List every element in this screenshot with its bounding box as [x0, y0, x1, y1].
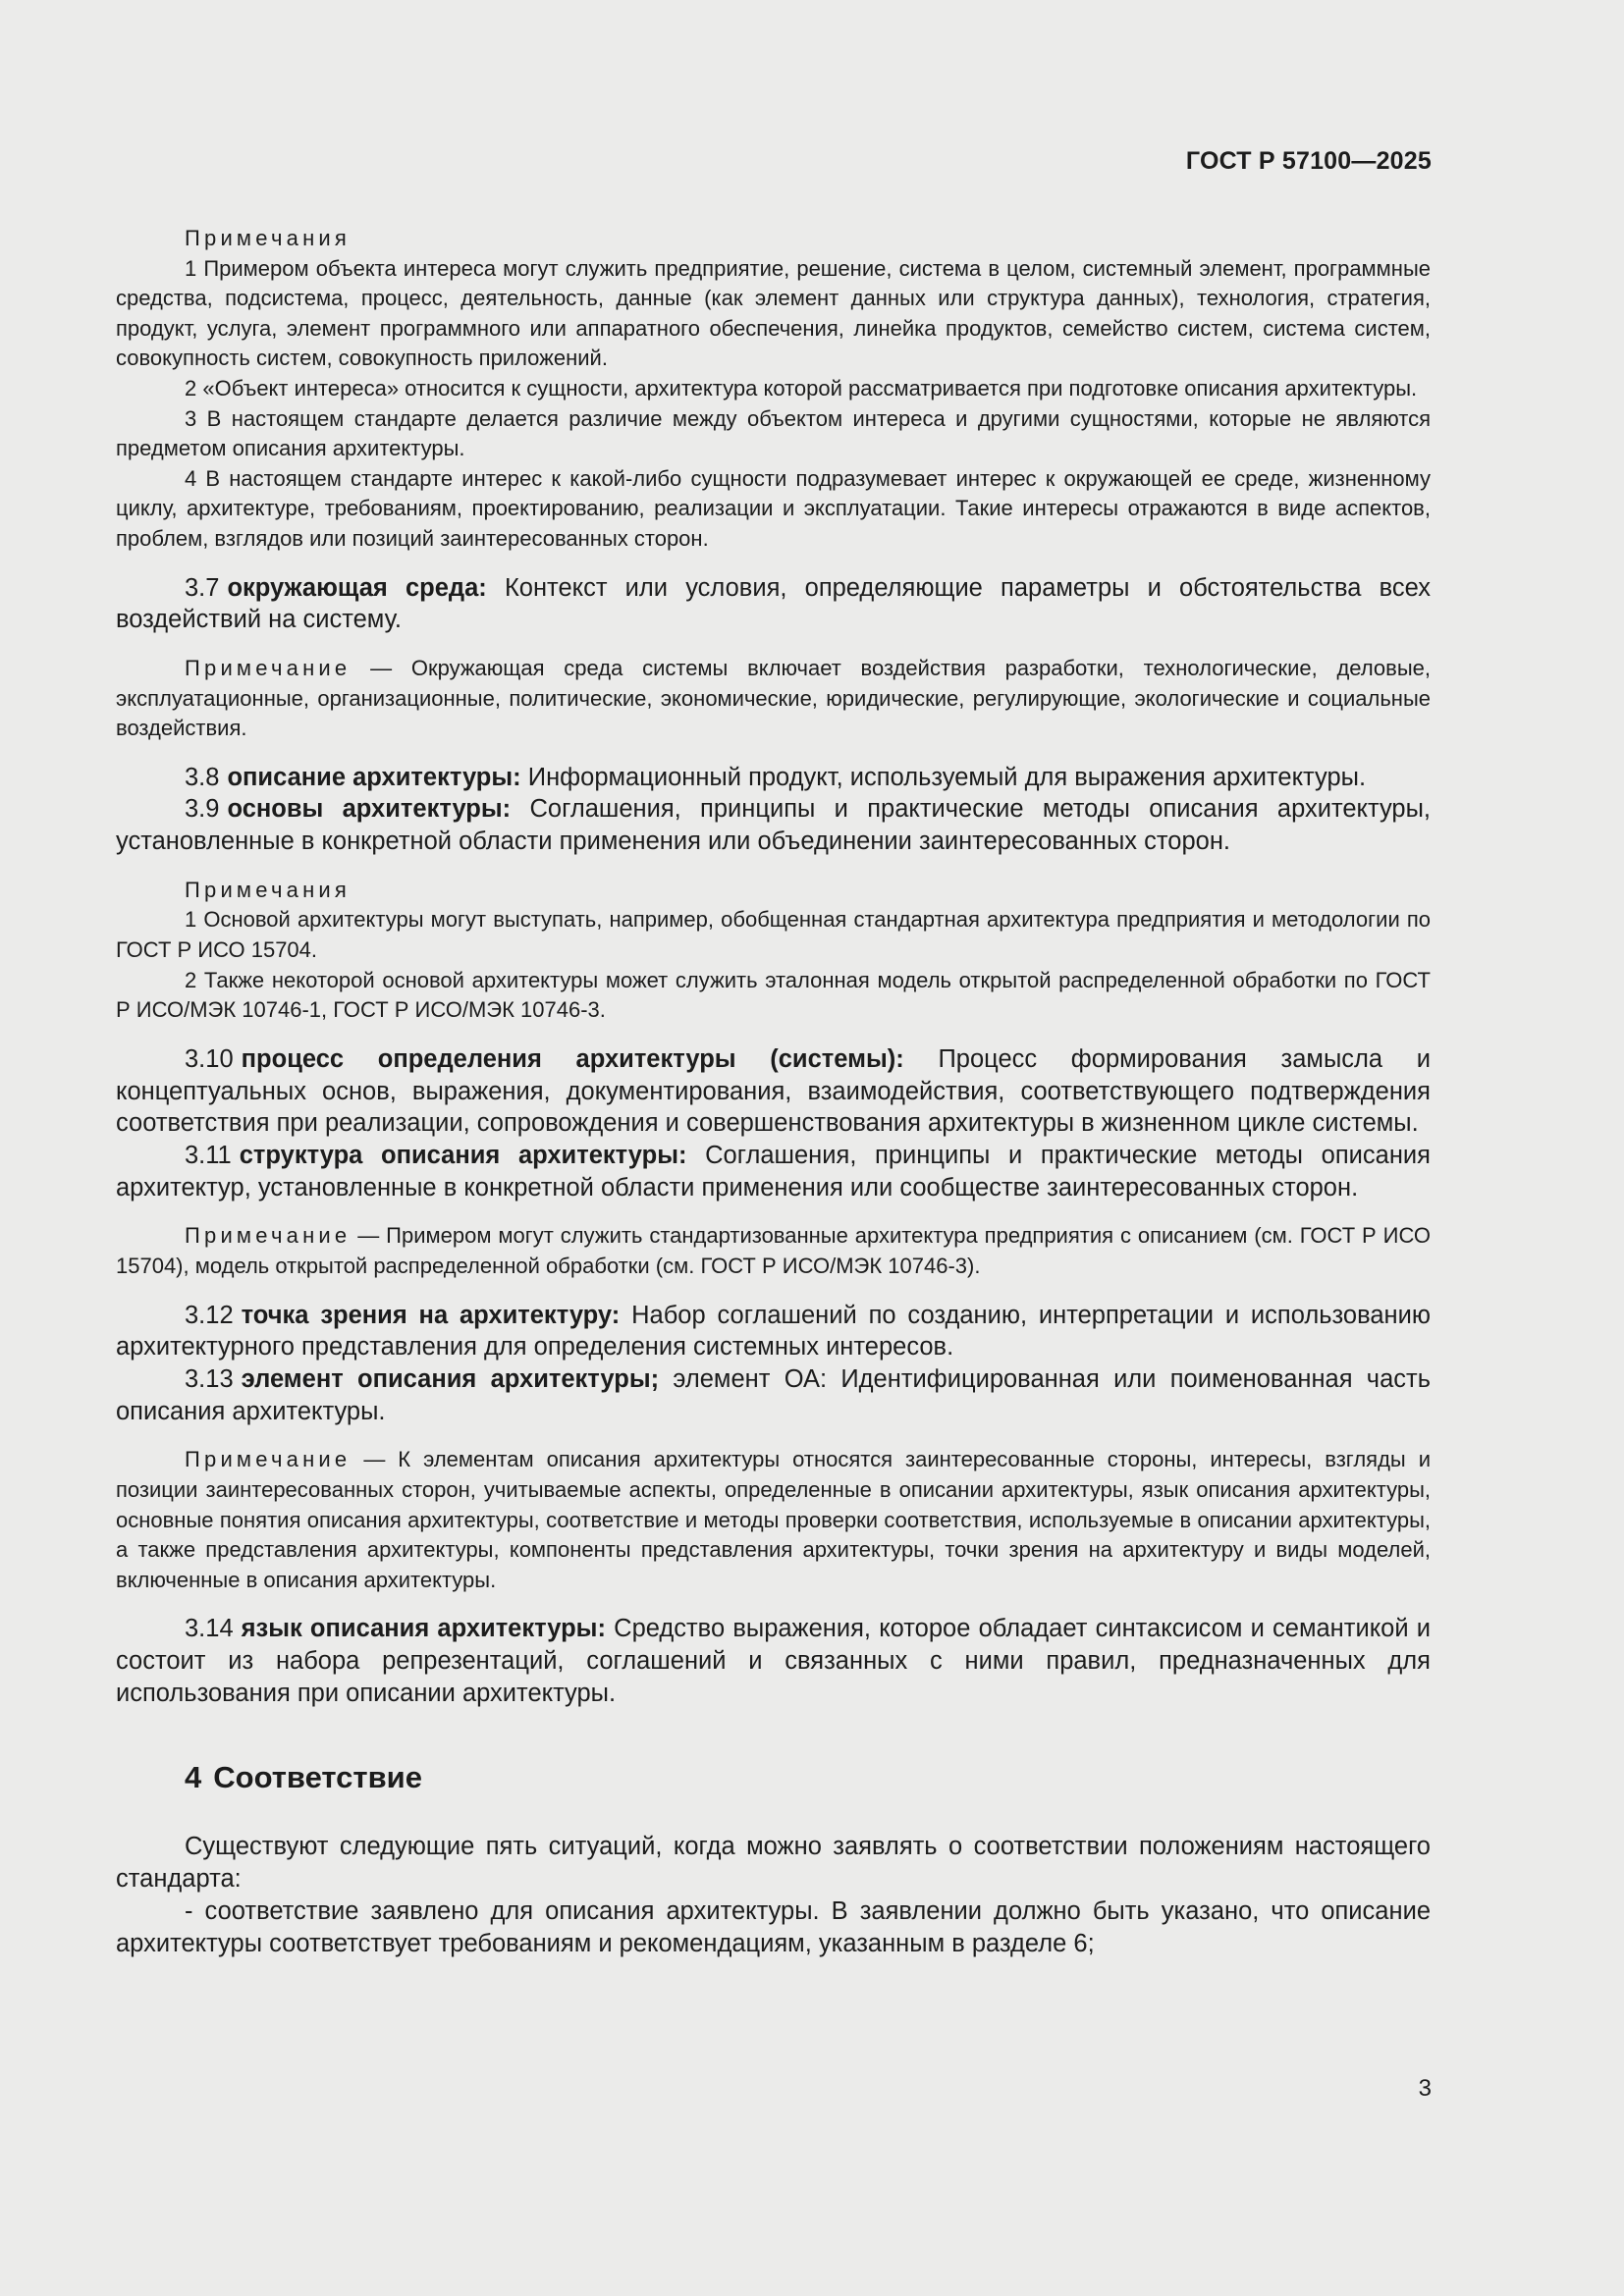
note-text: — Окружающая среда системы включает воздействия разработки, технологические, деловые, эксплуатационные, организационные, политические, экономические, юридические, регулирующие, экологические и социальные воздействия. [116, 655, 1431, 741]
term-number: 3.10 [185, 1044, 234, 1073]
term-number: 3.7 [185, 573, 220, 602]
page-content [116, 224, 1431, 1959]
notes-top [116, 224, 1431, 555]
term-3-14 [116, 1613, 1431, 1709]
section-body [116, 1831, 1431, 1959]
term-3-12 [116, 1300, 1431, 1363]
term-3-11 [116, 1140, 1431, 1203]
note-item: 2 «Объект интереса» относится к сущности, архитектура которой рассматривается при подготовке описания архитектуры. [185, 375, 1418, 400]
list-item: - соответствие заявлено для описания архитектуры. В заявлении должно быть указано, что описание архитектуры соответствует требованиям и рекомендациям, указанным в разделе 6; [116, 1896, 1431, 1957]
term-number: 3.9 [185, 795, 220, 824]
section-heading [185, 1760, 1431, 1795]
term-name: основы архитектуры: [227, 795, 512, 824]
term-name: точка зрения на архитектуру: [241, 1301, 621, 1329]
note-item: 4 В настоящем стандарте интерес к какой-либо сущности подразумевает интерес к окружающей ее среде, жизненному циклу, архитектуре, требованиям, проектированию, реализации и эксплуатации. Такие интересы отражаются в виде аспектов, проблем, взглядов или позиций заинтересованных сторон. [116, 465, 1431, 551]
term-3-10 [116, 1043, 1431, 1140]
term-definition: Информационный продукт, используемый для выражения архитектуры. [527, 763, 1367, 791]
term-number: 3.13 [185, 1364, 234, 1393]
term-definition: элемент ОА: Идентифицированная или поименованная часть описания архитектуры. [116, 1364, 1431, 1425]
term-number: 3.8 [185, 763, 220, 791]
notes-label: Примечания [185, 226, 352, 250]
note-3-13 [116, 1445, 1431, 1595]
section-title: Соответствие [213, 1760, 422, 1795]
note-item: 1 Основой архитектуры могут выступать, например, обобщенная стандартная архитектура предприятия и методологии по ГОСТ Р ИСО 15704. [116, 907, 1431, 963]
term-3-8 [116, 762, 1431, 794]
notes-label: Примечания [185, 877, 352, 902]
note-label: Примечание [185, 1223, 352, 1249]
note-item: 2 Также некоторой основой архитектуры может служить эталонная модель открытой распределенной обработки по ГОСТ Р ИСО/МЭК 10746-1, ГОСТ Р ИСО/МЭК 10746-3. [116, 967, 1431, 1023]
term-name: язык описания архитектуры: [241, 1615, 606, 1643]
term-3-13 [116, 1363, 1431, 1427]
term-name: окружающая среда: [227, 573, 487, 602]
note-item: 3 В настоящем стандарте делается различие между объектом интереса и другими сущностями, которые не являются предметом описания архитектуры. [116, 405, 1431, 461]
note-item: 1 Примером объекта интереса могут служить предприятие, решение, система в целом, системный элемент, программные средства, подсистема, процесс, деятельность, данные (как элемент данных или структура данных), технология, стратегия, продукт, услуга, элемент программного или аппаратного обеспечения, линейка продуктов, семейство систем, система систем, совокупность систем, совокупность приложений. [116, 255, 1431, 371]
term-definition: Набор соглашений по созданию, интерпретации и использованию архитектурного представления для определения системных интересов. [116, 1301, 1431, 1362]
term-definition: Средство выражения, которое обладает синтаксисом и семантикой и состоит из набора репрезентаций, соглашений и связанных с ними правил, предназначенных для использования при описании архитектуры. [116, 1615, 1432, 1707]
note-label: Примечание [185, 1447, 352, 1472]
term-definition: Контекст или условия, определяющие параметры и обстоятельства всех воздействий на систему. [116, 573, 1432, 634]
notes-3-9 [116, 876, 1431, 1026]
document-header: ГОСТ Р 57100—2025 [1185, 147, 1432, 175]
term-definition: Соглашения, принципы и практические методы описания архитектуры, установленные в конкретной области применения или объединении заинтересованных сторон. [116, 795, 1432, 856]
section-number: 4 [185, 1760, 202, 1795]
term-name: процесс определения архитектуры (системы): [241, 1044, 904, 1073]
term-name: структура описания архитектуры: [239, 1141, 687, 1169]
note-3-11 [116, 1221, 1431, 1281]
term-3-9 [116, 793, 1431, 857]
term-name: элемент описания архитектуры; [241, 1364, 660, 1393]
term-name: описание архитектуры: [227, 763, 521, 791]
note-3-7 [116, 654, 1431, 744]
term-number: 3.14 [185, 1615, 234, 1643]
section-intro: Существуют следующие пять ситуаций, когда можно заявлять о соответствии положениям настоящего стандарта: [116, 1833, 1431, 1894]
term-definition: Процесс формирования замысла и концептуальных основ, выражения, документирования, взаимодействия, соответствующего подтверждения соответствия при реализации, сопровождения и совершенствования архитектуры в жизненном цикле системы. [116, 1044, 1432, 1138]
page-number: 3 [1418, 2075, 1432, 2102]
note-label: Примечание [185, 655, 352, 680]
term-3-7 [116, 572, 1431, 636]
note-text: — Примером могут служить стандартизованные архитектура предприятия с описанием (см. ГОСТ Р ИСО 15704), модель открытой распределенной обработки (см. ГОСТ Р ИСО/МЭК 10746-3). [116, 1223, 1431, 1278]
term-number: 3.12 [185, 1301, 234, 1329]
note-text: — К элементам описания архитектуры относятся заинтересованные стороны, интересы, взгляды и позиции заинтересованных сторон, учитываемые аспекты, определенные в описании архитектуры, язык описания архитектуры, основные понятия описания архитектуры, соответствие и методы проверки соответствия, используемые в описании архитектуры, а также представления архитектуры, компоненты представления архитектуры, точки зрения на архитектуру и виды моделей, включенные в описания архитектуры. [116, 1447, 1431, 1592]
term-number: 3.11 [185, 1141, 232, 1169]
term-definition: Соглашения, принципы и практические методы описания архитектур, установленные в конкретной области применения или сообществе заинтересованных сторон. [116, 1141, 1431, 1201]
